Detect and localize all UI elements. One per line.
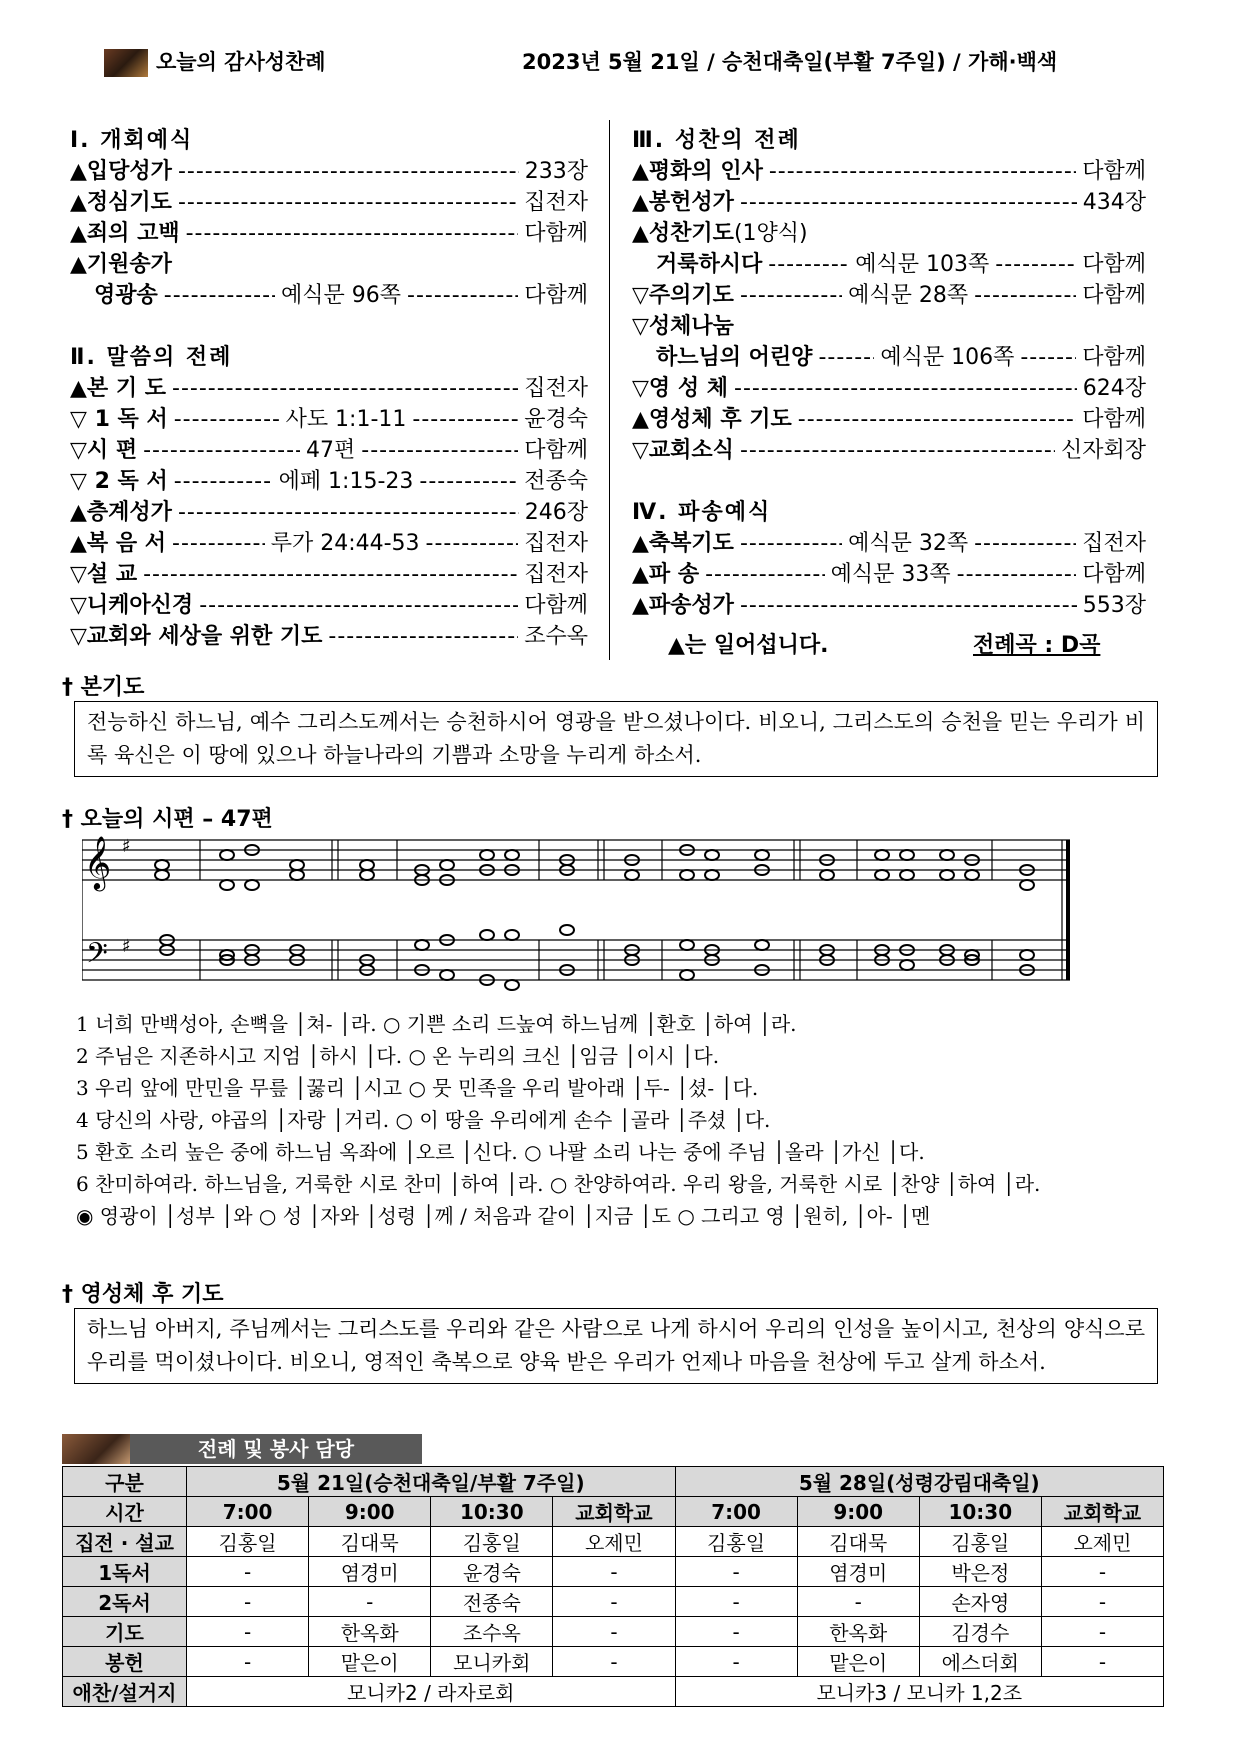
- duty-cell: 조수옥: [431, 1617, 553, 1647]
- church-thumbnail-image: [104, 49, 148, 77]
- order-value: 신자회장: [1060, 438, 1146, 463]
- order-value: 집전자: [524, 531, 589, 556]
- order-label: ▲성찬기도: [632, 221, 734, 246]
- dash-leader: [974, 280, 1076, 311]
- duty-role-cell: 집전 · 설교: [63, 1527, 187, 1557]
- dash-leader: [178, 497, 519, 528]
- dash-leader: [186, 218, 519, 249]
- duty-cell: 오제민: [1041, 1527, 1163, 1557]
- psalm-verses: [76, 1008, 1040, 1232]
- duty-header-cell: 구분: [63, 1467, 187, 1497]
- order-row: [632, 590, 1146, 621]
- dash-leader: [740, 435, 1055, 466]
- order-value: 전종숙: [524, 469, 589, 494]
- duty-cell: 맡은이: [309, 1647, 431, 1677]
- order-value: 246장: [524, 500, 588, 525]
- order-row: [70, 435, 588, 466]
- order-row: [70, 621, 588, 652]
- dash-leader: [174, 466, 273, 497]
- chant-note: 전례곡 : D곡: [973, 633, 1101, 658]
- duty-time-cell: 교회학교: [553, 1497, 675, 1527]
- order-row: [632, 559, 1146, 590]
- duty-role-cell: 봉헌: [63, 1647, 187, 1677]
- order-value: 다함께: [1082, 562, 1147, 587]
- order-value: 다함께: [524, 593, 588, 618]
- order-row: [632, 373, 1146, 404]
- duty-time-cell: 9:00: [309, 1497, 431, 1527]
- order-row: [632, 435, 1146, 466]
- section-heading: Ⅰ. 개회예식: [70, 128, 194, 153]
- duty-role-cell: 2독서: [63, 1587, 187, 1617]
- order-row: [632, 187, 1146, 218]
- order-label: ▲파송성가: [632, 593, 734, 618]
- order-label: ▲기원송가: [70, 252, 172, 277]
- duty-cell: 맡은이: [797, 1647, 919, 1677]
- duty-cell: -: [187, 1557, 309, 1587]
- duty-cell: 김홍일: [431, 1527, 553, 1557]
- order-value: 집전자: [524, 376, 588, 401]
- duty-cell: 윤경숙: [431, 1557, 553, 1587]
- order-value: 윤경숙: [524, 407, 589, 432]
- order-value: 624장: [1082, 376, 1146, 401]
- collect-title: † 본기도: [62, 675, 145, 700]
- page-header-left: [104, 46, 326, 77]
- duty-row: [63, 1467, 1164, 1497]
- order-value: 집전자: [524, 562, 588, 587]
- order-value: 다함께: [524, 438, 589, 463]
- svg-text:♯: ♯: [122, 836, 131, 857]
- dash-leader: [328, 621, 518, 652]
- duty-row: [63, 1527, 1164, 1557]
- psalm-verse: ◉ 영광이 │성부 │와 ○ 성 │자와 │성령 │께 / 처음과 같이 │지금 │도 ○ 그리고 영 │원히, │아- │멘: [76, 1204, 931, 1228]
- dash-leader: [705, 559, 825, 590]
- order-row: [70, 249, 588, 280]
- dash-leader: [995, 249, 1076, 280]
- dash-leader: [734, 373, 1077, 404]
- order-value: 233장: [524, 159, 588, 184]
- postcommunion-box: [74, 1308, 1158, 1384]
- duty-cell: -: [553, 1617, 675, 1647]
- order-value: 다함께: [1082, 345, 1147, 370]
- duty-cell: 에스더회: [919, 1647, 1041, 1677]
- duty-title: 전례 및 봉사 담당: [130, 1434, 422, 1464]
- dash-leader: [769, 156, 1076, 187]
- duty-cell: 전종숙: [431, 1587, 553, 1617]
- duty-role-cell: 기도: [63, 1617, 187, 1647]
- dash-leader: [172, 373, 518, 404]
- order-label: ▽주의기도: [632, 283, 734, 308]
- postcommunion-title: † 영성체 후 기도: [62, 1282, 224, 1307]
- order-label: ▽교회와 세상을 위한 기도: [70, 624, 323, 649]
- order-column-right: [632, 125, 1146, 621]
- page-title: 오늘의 감사성찬례: [156, 50, 326, 74]
- order-value: 집전자: [524, 190, 588, 215]
- duty-cell: 손자영: [919, 1587, 1041, 1617]
- order-value: 다함께: [524, 221, 588, 246]
- duty-cell: -: [1041, 1617, 1163, 1647]
- duty-cell: 김대묵: [309, 1527, 431, 1557]
- order-reference: 에페 1:15-23: [278, 469, 414, 494]
- duty-header-cell: 시간: [63, 1497, 187, 1527]
- order-row: [632, 528, 1146, 559]
- order-label: ▽교회소식: [632, 438, 734, 463]
- psalm-chant-score: [82, 830, 1082, 1002]
- order-label: ▲정심기도: [70, 190, 172, 215]
- dash-leader: [426, 528, 519, 559]
- duty-cell: 박은정: [919, 1557, 1041, 1587]
- order-value: 조수옥: [524, 624, 588, 649]
- duty-cell: -: [797, 1587, 919, 1617]
- section-heading: Ⅲ. 성찬의 전례: [632, 128, 801, 153]
- order-label: ▲죄의 고백: [70, 221, 180, 246]
- order-reference: 예식문 28쪽: [848, 283, 969, 308]
- column-divider: [609, 120, 610, 660]
- psalm-verse: 1 너희 만백성아, 손뼉을 │쳐- │라. ○ 기쁜 소리 드높여 하느님께 │환호 │하여 │라.: [76, 1012, 797, 1036]
- dash-leader: [178, 187, 518, 218]
- duty-cell: 염경미: [797, 1557, 919, 1587]
- order-row: [70, 404, 588, 435]
- dash-leader: [143, 559, 518, 590]
- duty-row: [63, 1587, 1164, 1617]
- duty-cell: 오제민: [553, 1527, 675, 1557]
- order-label: ▽ 2 독 서: [70, 469, 168, 494]
- dash-leader: [740, 187, 1077, 218]
- order-row: [632, 218, 1146, 249]
- order-label: ▲입당성가: [70, 159, 172, 184]
- duty-cell: -: [675, 1617, 797, 1647]
- duty-cell: 모니카회: [431, 1647, 553, 1677]
- duty-cell: -: [675, 1587, 797, 1617]
- duty-cell: 김홍일: [675, 1527, 797, 1557]
- order-label: ▽시 편: [70, 438, 138, 463]
- order-row: [632, 342, 1146, 373]
- dash-leader: [199, 590, 518, 621]
- dash-leader: [974, 528, 1076, 559]
- order-label: ▲축복기도: [632, 531, 734, 556]
- duty-cell: 모니카2 / 라자로회: [187, 1677, 676, 1707]
- svg-text:♯: ♯: [122, 936, 131, 957]
- duty-row: [63, 1617, 1164, 1647]
- order-label: ▽성체나눔: [632, 314, 734, 339]
- order-reference: 루가 24:44-53: [270, 531, 420, 556]
- dash-leader: [407, 280, 518, 311]
- order-label: ▲본 기 도: [70, 376, 166, 401]
- order-label: ▲평화의 인사: [632, 159, 763, 184]
- svg-text:𝄢: 𝄢: [86, 937, 108, 977]
- dash-leader: [412, 404, 518, 435]
- collect-text: 전능하신 하느님, 예수 그리스도께서는 승천하시어 영광을 받으셨나이다. 비오니, 그리스도의 승천을 믿는 우리가 비록 육신은 이 땅에 있으나 하늘나라의 기쁨과 소망을 누리게 하소서.: [87, 710, 1145, 767]
- dash-leader: [818, 342, 874, 373]
- order-value: 다함께: [1082, 159, 1146, 184]
- duty-cell: -: [1041, 1647, 1163, 1677]
- psalm-verse: 4 당신의 사랑, 야곱의 │자랑 │거리. ○ 이 땅을 우리에게 손수 │골라 │주셨 │다.: [76, 1108, 771, 1132]
- order-row: [632, 280, 1146, 311]
- duty-role-cell: 1독서: [63, 1557, 187, 1587]
- order-label: ▽ 1 독 서: [70, 407, 168, 432]
- duty-cell: 김경수: [919, 1617, 1041, 1647]
- svg-text:𝄞: 𝄞: [84, 835, 112, 889]
- standing-note: ▲는 일어섭니다.: [668, 633, 829, 658]
- order-row: [70, 187, 588, 218]
- order-value: 다함께: [1082, 407, 1146, 432]
- dash-leader: [143, 435, 300, 466]
- dash-leader: [798, 404, 1076, 435]
- duty-cell: -: [1041, 1587, 1163, 1617]
- order-reference: 예식문 106쪽: [880, 345, 1015, 370]
- order-value: 434장: [1082, 190, 1146, 215]
- order-label: ▽니케아신경: [70, 593, 194, 618]
- duty-cell: -: [309, 1587, 431, 1617]
- dash-leader: [957, 559, 1077, 590]
- order-row: [70, 559, 588, 590]
- order-value: 다함께: [1082, 252, 1146, 277]
- order-reference: 예식문 96쪽: [281, 283, 401, 308]
- order-reference: 예식문 33쪽: [830, 562, 951, 587]
- duty-cell: -: [675, 1647, 797, 1677]
- order-row: [70, 218, 588, 249]
- order-value: 553장: [1082, 593, 1146, 618]
- order-reference: 예식문 32쪽: [848, 531, 969, 556]
- dash-leader: [178, 156, 519, 187]
- order-row: [70, 373, 588, 404]
- duty-cell: 염경미: [309, 1557, 431, 1587]
- duty-cell: 모니카3 / 모니카 1,2조: [675, 1677, 1164, 1707]
- duty-cell: -: [553, 1587, 675, 1617]
- duty-cell: 김홍일: [919, 1527, 1041, 1557]
- order-label: ▲영성체 후 기도: [632, 407, 792, 432]
- order-row: [632, 249, 1146, 280]
- order-row: [632, 311, 1146, 342]
- duty-header-photo: [62, 1434, 130, 1464]
- duty-time-cell: 7:00: [187, 1497, 309, 1527]
- duty-time-cell: 9:00: [797, 1497, 919, 1527]
- duty-time-cell: 10:30: [431, 1497, 553, 1527]
- dash-leader: [361, 435, 518, 466]
- order-label: ▽영 성 체: [632, 376, 728, 401]
- duty-time-cell: 7:00: [675, 1497, 797, 1527]
- duty-role-cell: 애찬/설거지: [63, 1677, 187, 1707]
- order-label: ▽설 교: [70, 562, 138, 587]
- section-heading: Ⅱ. 말씀의 전례: [70, 345, 233, 370]
- duty-time-cell: 10:30: [919, 1497, 1041, 1527]
- order-label: 거룩하시다: [656, 252, 763, 277]
- duty-cell: 김대묵: [797, 1527, 919, 1557]
- duty-cell: -: [187, 1617, 309, 1647]
- order-row: [70, 528, 588, 559]
- duty-cell: -: [1041, 1557, 1163, 1587]
- duty-row: [63, 1677, 1164, 1707]
- order-column-left: [70, 125, 588, 652]
- dash-leader: [172, 528, 265, 559]
- psalm-title: † 오늘의 시편 – 47편: [62, 807, 273, 832]
- service-date: 2023년 5월 21일 / 승천대축일(부활 7주일) / 가해·백색: [522, 50, 1058, 74]
- dash-leader: [174, 404, 280, 435]
- psalm-verse: 5 환호 소리 높은 중에 하느님 옥좌에 │오르 │신다. ○ 나팔 소리 나는 중에 주님 │올라 │가신 │다.: [76, 1140, 925, 1164]
- psalm-verse: 3 우리 앞에 만민을 무릎 │꿇리 │시고 ○ 뭇 민족을 우리 발아래 │두- │셨- │다.: [76, 1076, 759, 1100]
- dash-leader: [740, 528, 842, 559]
- order-row: [70, 466, 588, 497]
- order-reference: 예식문 103쪽: [855, 252, 990, 277]
- duty-cell: -: [553, 1557, 675, 1587]
- dash-leader: [740, 280, 842, 311]
- dash-leader: [419, 466, 518, 497]
- duty-table: [62, 1466, 1164, 1707]
- order-label: 하느님의 어린양: [656, 345, 813, 370]
- collect-box: [74, 701, 1158, 777]
- duty-cell: -: [675, 1557, 797, 1587]
- order-row: [70, 280, 588, 311]
- duty-time-cell: 교회학교: [1041, 1497, 1163, 1527]
- order-row: [70, 156, 588, 187]
- section-heading: Ⅳ. 파송예식: [632, 500, 772, 525]
- dash-leader: [768, 249, 849, 280]
- order-row: [632, 156, 1146, 187]
- order-value: 다함께: [1082, 283, 1147, 308]
- duty-week-header: 5월 21일(승천대축일/부활 7주일): [187, 1467, 676, 1497]
- duty-cell: 한옥화: [309, 1617, 431, 1647]
- dash-leader: [740, 590, 1077, 621]
- order-note: (1양식): [733, 221, 808, 246]
- dash-leader: [164, 280, 275, 311]
- order-label: 영광송: [94, 283, 158, 308]
- order-row: [70, 590, 588, 621]
- duty-row: [63, 1557, 1164, 1587]
- duty-cell: -: [553, 1647, 675, 1677]
- duty-row: [63, 1497, 1164, 1527]
- duty-header: [62, 1434, 422, 1464]
- duty-cell: -: [187, 1647, 309, 1677]
- order-label: ▲층계성가: [70, 500, 172, 525]
- psalm-verse: 6 찬미하여라. 하느님을, 거룩한 시로 찬미 │하여 │라. ○ 찬양하여라. 우리 왕을, 거룩한 시로 │찬양 │하여 │라.: [76, 1172, 1041, 1196]
- order-label: ▲봉헌성가: [632, 190, 734, 215]
- postcommunion-text: 하느님 아버지, 주님께서는 그리스도를 우리와 같은 사람으로 나게 하시어 우리의 인성을 높이시고, 천상의 양식으로 우리를 먹이셨나이다. 비오니, 영적인 축복으로 양육 받은 우리가 언제나 마음을 천상에 두고 살게 하소서.: [87, 1317, 1145, 1374]
- order-row: [632, 404, 1146, 435]
- duty-week-header: 5월 28일(성령강림대축일): [675, 1467, 1164, 1497]
- duty-cell: 김홍일: [187, 1527, 309, 1557]
- duty-row: [63, 1647, 1164, 1677]
- order-label: ▲복 음 서: [70, 531, 166, 556]
- order-row: [70, 497, 588, 528]
- order-value: 집전자: [1082, 531, 1147, 556]
- duty-cell: 한옥화: [797, 1617, 919, 1647]
- order-value: 다함께: [524, 283, 588, 308]
- dash-leader: [1020, 342, 1076, 373]
- psalm-verse: 2 주님은 지존하시고 지엄 │하시 │다. ○ 온 누리의 크신 │임금 │이시 │다.: [76, 1044, 720, 1068]
- order-reference: 사도 1:1-11: [285, 407, 407, 432]
- order-label: ▲파 송: [632, 562, 700, 587]
- order-reference: 47편: [306, 438, 356, 463]
- duty-cell: -: [187, 1587, 309, 1617]
